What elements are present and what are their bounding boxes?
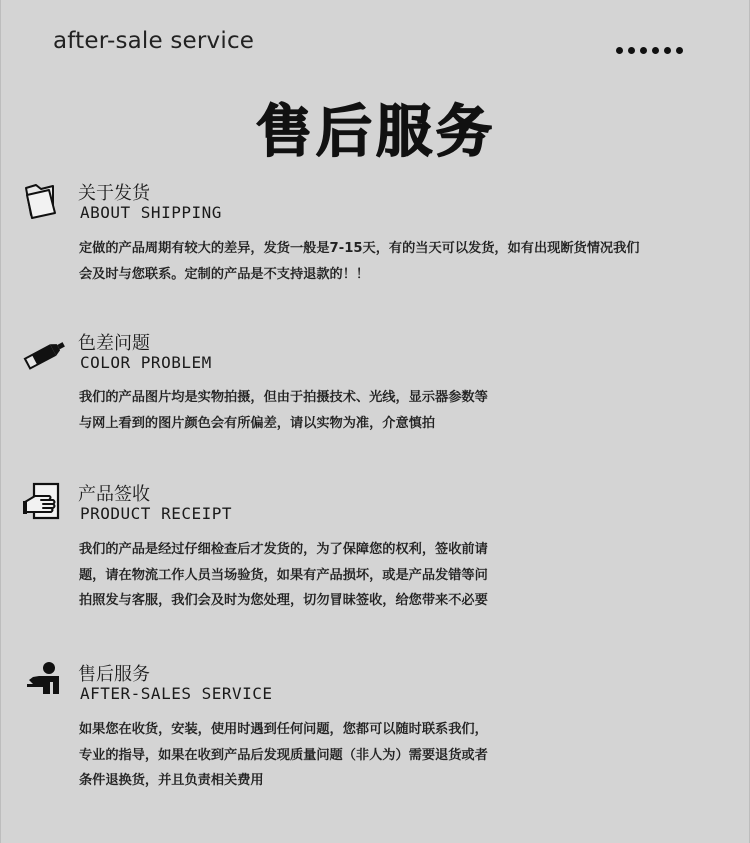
section-title-en: COLOR PROBLEM (80, 353, 212, 372)
folder-icon (19, 179, 69, 225)
body-line: 会及时与您联系。定制的产品是不支持退款的！！ (79, 266, 370, 282)
more-dots-icon (616, 47, 683, 54)
section-title-en: ABOUT SHIPPING (80, 203, 222, 222)
section-body (79, 236, 744, 287)
body-line: 我们的产品是经过仔细检查后才发货的，为了保障您的权利，签收前请 (79, 542, 488, 557)
section-title-en: AFTER-SALES SERVICE (80, 684, 273, 703)
body-line: 拍照发与客服，我们会及时为您处理，切勿冒昧签收，给您带来不必要 (79, 593, 488, 608)
page-title: 售后服务 (256, 100, 496, 165)
body-line: 定做的产品周期有较大的差异，发货一般是7-15天，有的当天可以发货，如有出现断货情况我们 (79, 241, 640, 256)
section-body (79, 717, 744, 794)
body-line: 条件退换货，并且负责相关费用 (79, 773, 264, 788)
section-title-cn: 产品签收 (78, 484, 150, 505)
body-line: 专业的指导，如果在收到产品后发现质量问题（非人为）需要退货或者 (79, 747, 488, 763)
section-body (79, 385, 744, 436)
body-line: 如果您在收货，安装，使用时遇到任何问题，您都可以随时联系我们， (79, 722, 488, 737)
body-line: 题，请在物流工作人员当场验货，如果有产品损坏，或是产品发错等问 (79, 567, 488, 583)
paint-tube-icon (19, 329, 69, 375)
section-title-en: PRODUCT RECEIPT (80, 504, 232, 523)
hand-document-icon (19, 480, 69, 526)
header-subtitle: after-sale service (53, 28, 255, 54)
section-title-cn: 关于发货 (78, 183, 150, 204)
section-title-cn: 色差问题 (78, 333, 150, 354)
section-body (79, 537, 744, 614)
body-line: 与网上看到的图片颜色会有所偏差，请以实物为准，介意慎拍 (79, 415, 436, 431)
service-person-icon (19, 660, 69, 706)
section-title-cn: 售后服务 (78, 664, 150, 685)
body-line: 我们的产品图片均是实物拍摄，但由于拍摄技术、光线，显示器参数等 (79, 390, 488, 405)
